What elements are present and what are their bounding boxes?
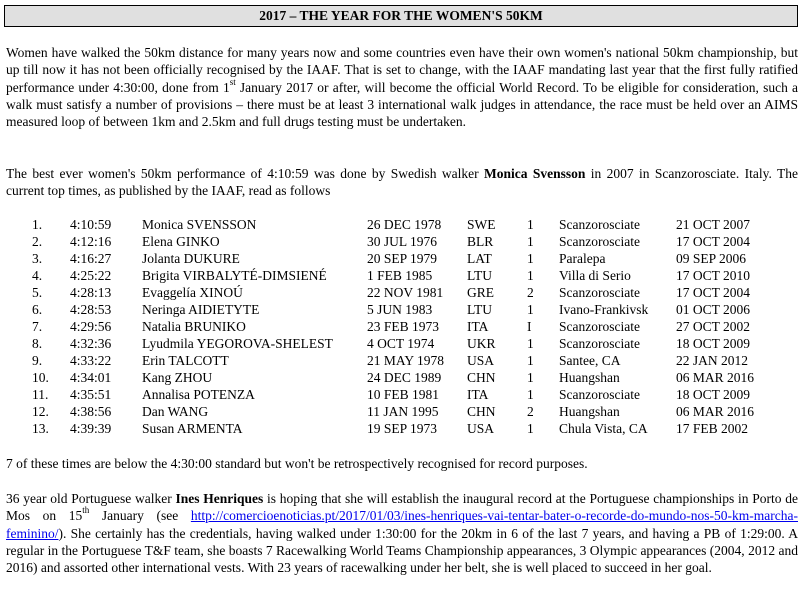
- venue-cell: Huangshan: [559, 370, 620, 385]
- table-row: [22, 284, 776, 301]
- dob-cell: 5 JUN 1983: [367, 302, 433, 317]
- dob-cell: 24 DEC 1989: [367, 370, 442, 385]
- date-cell: 22 JAN 2012: [676, 353, 749, 368]
- date-cell: 01 OCT 2006: [676, 302, 751, 317]
- athlete-cell: Evaggelía XINOÚ: [142, 285, 243, 300]
- intro-sup: st: [229, 76, 236, 87]
- nation-cell: BLR: [467, 234, 494, 249]
- dob-cell: 11 JAN 1995: [367, 404, 439, 419]
- place-cell: 1: [527, 353, 534, 368]
- date-cell: 06 MAR 2016: [676, 370, 755, 385]
- dob-cell: 10 FEB 1981: [367, 387, 440, 402]
- table-row: [22, 386, 776, 403]
- athlete-name-svensson: Monica Svensson: [483, 166, 586, 181]
- table-row: [22, 420, 776, 437]
- venue-cell: Scanzorosciate: [559, 285, 640, 300]
- nation-cell: GRE: [467, 285, 494, 300]
- nation-cell: USA: [467, 353, 495, 368]
- venue-cell: Scanzorosciate: [559, 217, 640, 232]
- dob-cell: 26 DEC 1978: [367, 217, 442, 232]
- table-row: [22, 335, 776, 352]
- time-cell: 4:28:13: [70, 285, 112, 300]
- dob-cell: 23 FEB 1973: [367, 319, 440, 334]
- table-row: [22, 318, 776, 335]
- article-title: 2017 – THE YEAR FOR THE WOMEN'S 50KM: [4, 5, 798, 27]
- henriques-text-b: is hoping that she will establish the inaugural record at the Portuguese championships in Porto de Mos on 15: [6, 491, 799, 524]
- place-cell: 1: [527, 370, 534, 385]
- dob-cell: 22 NOV 1981: [367, 285, 444, 300]
- athlete-cell: Erin TALCOTT: [142, 353, 229, 368]
- nation-cell: USA: [467, 421, 495, 436]
- rank-cell: 4.: [32, 268, 43, 283]
- henriques-paragraph: [6, 490, 798, 576]
- place-cell: 1: [527, 251, 534, 266]
- nation-cell: LAT: [467, 251, 492, 266]
- athlete-name-henriques: Ines Henriques: [175, 491, 264, 506]
- time-cell: 4:35:51: [70, 387, 112, 402]
- rank-cell: 10.: [32, 370, 49, 385]
- dob-cell: 1 FEB 1985: [367, 268, 433, 283]
- dob-cell: 21 MAY 1978: [367, 353, 445, 368]
- venue-cell: Villa di Serio: [559, 268, 631, 283]
- venue-cell: Huangshan: [559, 404, 620, 419]
- date-cell: 06 MAR 2016: [676, 404, 755, 419]
- time-cell: 4:28:53: [70, 302, 112, 317]
- venue-cell: Paralepa: [559, 251, 606, 266]
- venue-cell: Scanzorosciate: [559, 336, 640, 351]
- intro-text-rest: January 2017 or after, will become the official World Record. To be eligible for consideration, such a walk must satisfy a number of provisions – there must be at least 3 international walk judges in attendance, the race must be held over an AIMS measured loop of between 1km and 2.5km and full drugs testing must be undertaken.: [6, 79, 799, 130]
- place-cell: I: [527, 319, 532, 334]
- best-text-b: in 2007 in Scanzorosciate. Italy. The current top times, as published by the IAAF, read as follows: [6, 166, 798, 199]
- henriques-text-a: 36 year old Portuguese walker: [6, 491, 176, 506]
- athlete-cell: Neringa AIDIETYTE: [142, 302, 260, 317]
- time-cell: 4:29:56: [70, 319, 112, 334]
- rank-cell: 3.: [32, 251, 43, 266]
- nation-cell: LTU: [467, 268, 493, 283]
- dob-cell: 4 OCT 1974: [367, 336, 435, 351]
- date-cell: 18 OCT 2009: [676, 336, 751, 351]
- table-row: [22, 250, 776, 267]
- date-cell: 18 OCT 2009: [676, 387, 751, 402]
- nation-cell: LTU: [467, 302, 493, 317]
- best-text-a: The best ever women's 50km performance of 4:10:59 was done by Swedish walker: [6, 166, 484, 181]
- athlete-cell: Natalia BRUNIKO: [142, 319, 246, 334]
- athlete-cell: Annalisa POTENZA: [142, 387, 255, 402]
- date-cell: 17 OCT 2010: [676, 268, 751, 283]
- rank-cell: 7.: [32, 319, 43, 334]
- news-article-link[interactable]: http://comercioenoticias.pt/2017/01/03/ines-henriques-vai-tentar-bater-o-recorde-do-mundo-nos-50-km-marcha-feminino/: [6, 508, 798, 541]
- place-cell: 1: [527, 302, 534, 317]
- athlete-cell: Elena GINKO: [142, 234, 220, 249]
- table-row: [22, 369, 776, 386]
- place-cell: 1: [527, 217, 534, 232]
- henriques-text-d: ). She certainly has the credentials, having walked under 1:30:00 for the 20km in 6 of the last 7 years, and having a PB of 1:29:00. A regular in the Portuguese T&F team, she boasts 7 Racewalking World Teams Championship appearances, 3 Olympic appearances (2004, 2012 and 2016) and assorted other international vests. With 23 years of racewalking under her belt, she is well placed to succeed in her goal.: [6, 525, 798, 576]
- nation-cell: CHN: [467, 404, 496, 419]
- place-cell: 2: [527, 285, 534, 300]
- time-cell: 4:16:27: [70, 251, 112, 266]
- venue-cell: Chula Vista, CA: [559, 421, 648, 436]
- place-cell: 1: [527, 387, 534, 402]
- time-cell: 4:34:01: [70, 370, 112, 385]
- venue-cell: Scanzorosciate: [559, 234, 640, 249]
- venue-cell: Scanzorosciate: [559, 387, 640, 402]
- time-cell: 4:33:22: [70, 353, 112, 368]
- rank-cell: 2.: [32, 234, 43, 249]
- date-cell: 17 OCT 2004: [676, 285, 751, 300]
- time-cell: 4:39:39: [70, 421, 112, 436]
- henriques-sup: th: [82, 505, 90, 516]
- rank-cell: 12.: [32, 404, 49, 419]
- henriques-text-c: January (see: [89, 508, 191, 524]
- table-row: [22, 352, 776, 369]
- table-row: [22, 403, 776, 420]
- place-cell: 1: [527, 234, 534, 249]
- nation-cell: SWE: [467, 217, 496, 232]
- venue-cell: Ivano-Frankivsk: [559, 302, 649, 317]
- athlete-cell: Brigita VIRBALYTÉ-DIMSIENÉ: [142, 268, 327, 283]
- nation-cell: ITA: [467, 387, 489, 402]
- best-performance-paragraph: [6, 165, 798, 200]
- athlete-cell: Kang ZHOU: [142, 370, 213, 385]
- rank-cell: 13.: [32, 421, 49, 436]
- rank-cell: 11.: [32, 387, 49, 402]
- athlete-cell: Dan WANG: [142, 404, 209, 419]
- dob-cell: 20 SEP 1979: [367, 251, 438, 266]
- athlete-cell: Monica SVENSSON: [142, 217, 257, 232]
- table-row: [22, 233, 776, 250]
- dob-cell: 19 SEP 1973: [367, 421, 438, 436]
- rank-cell: 9.: [32, 353, 43, 368]
- nation-cell: ITA: [467, 319, 489, 334]
- date-cell: 09 SEP 2006: [676, 251, 747, 266]
- athlete-cell: Jolanta DUKURE: [142, 251, 240, 266]
- place-cell: 1: [527, 268, 534, 283]
- intro-paragraph: [6, 44, 798, 130]
- place-cell: 1: [527, 421, 534, 436]
- date-cell: 17 FEB 2002: [676, 421, 749, 436]
- rank-cell: 8.: [32, 336, 43, 351]
- top-times-table: [22, 216, 776, 437]
- rank-cell: 6.: [32, 302, 43, 317]
- table-row: [22, 216, 776, 233]
- table-row: [22, 267, 776, 284]
- nation-cell: CHN: [467, 370, 496, 385]
- place-cell: 1: [527, 336, 534, 351]
- athlete-cell: Lyudmila YEGOROVA-SHELEST: [142, 336, 333, 351]
- athlete-cell: Susan ARMENTA: [142, 421, 243, 436]
- rank-cell: 5.: [32, 285, 43, 300]
- date-cell: 21 OCT 2007: [676, 217, 751, 232]
- standard-note-paragraph: 7 of these times are below the 4:30:00 standard but won't be retrospectively recognised for record purposes.: [6, 456, 588, 471]
- rank-cell: 1.: [32, 217, 43, 232]
- place-cell: 2: [527, 404, 534, 419]
- date-cell: 27 OCT 2002: [676, 319, 751, 334]
- intro-text: Women have walked the 50km distance for many years now and some countries even have their own women's national 50km championship, but up till now it has not been officially recognised by the IAAF. That is set to change, with the IAAF mandating last year that the first fully ratified performance under 4:30:00, done from 1: [6, 45, 798, 95]
- nation-cell: UKR: [467, 336, 496, 351]
- time-cell: 4:38:56: [70, 404, 112, 419]
- time-cell: 4:12:16: [70, 234, 112, 249]
- venue-cell: Scanzorosciate: [559, 319, 640, 334]
- table-row: [22, 301, 776, 318]
- time-cell: 4:32:36: [70, 336, 112, 351]
- time-cell: 4:25:22: [70, 268, 112, 283]
- venue-cell: Santee, CA: [559, 353, 621, 368]
- time-cell: 4:10:59: [70, 217, 112, 232]
- dob-cell: 30 JUL 1976: [367, 234, 437, 249]
- date-cell: 17 OCT 2004: [676, 234, 751, 249]
